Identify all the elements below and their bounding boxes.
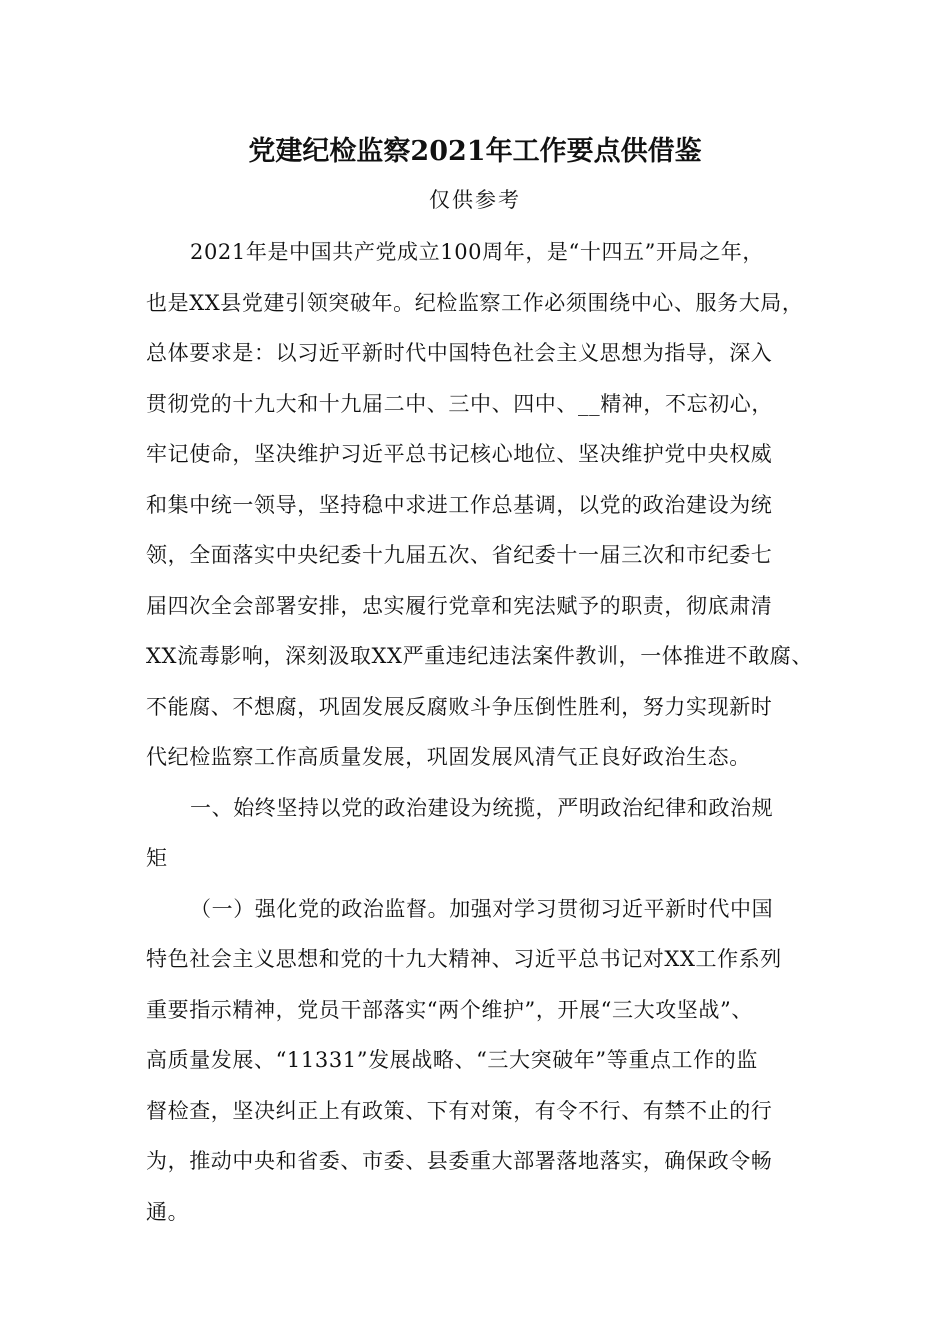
paragraph-line: XX流毒影响，深刻汲取XX严重违纪违法案件教训，一体推进不敢腐、 — [146, 644, 813, 668]
paragraph-line: （一）强化党的政治监督。加强对学习贯彻习近平新时代中国 — [190, 897, 774, 921]
paragraph-line: 领，全面落实中央纪委十九届五次、省纪委十一届三次和市纪委七 — [146, 543, 773, 567]
paragraph-line: 通。 — [146, 1200, 190, 1224]
paragraph-line: 届四次全会部署安排，忠实履行党章和宪法赋予的职责，彻底肃清 — [146, 594, 773, 618]
paragraph-line: 不能腐、不想腐，巩固发展反腐败斗争压倒性胜利，努力实现新时 — [146, 695, 773, 719]
paragraph-line: 和集中统一领导，坚持稳中求进工作总基调，以党的政治建设为统 — [146, 493, 773, 517]
section-heading-line: 矩 — [146, 846, 168, 870]
document-title: 党建纪检监察2021年工作要点供借鉴 — [248, 136, 702, 167]
paragraph-line: 总体要求是：以习近平新时代中国特色社会主义思想为指导，深入 — [146, 341, 773, 365]
paragraph-line: 为，推动中央和省委、市委、县委重大部署落地落实，确保政令畅 — [146, 1149, 773, 1173]
paragraph-line: 贯彻党的十九大和十九届二中、三中、四中、__精神，不忘初心， — [146, 392, 773, 416]
paragraph-line: 2021年是中国共产党成立100周年，是“十四五”开局之年， — [190, 240, 764, 264]
paragraph-line: 督检查，坚决纠正上有政策、下有对策，有令不行、有禁不止的行 — [146, 1099, 773, 1123]
paragraph-line: 重要指示精神，党员干部落实“两个维护”，开展“三大攻坚战”、 — [146, 998, 753, 1022]
paragraph-line: 牢记使命，坚决维护习近平总书记核心地位、坚决维护党中央权威 — [146, 442, 773, 466]
section-heading-line: 一、始终坚持以党的政治建设为统揽，严明政治纪律和政治规 — [190, 796, 774, 820]
paragraph-line: 也是XX县党建引领突破年。纪检监察工作必须围绕中心、服务大局， — [146, 291, 804, 315]
paragraph-line: 高质量发展、“11331”发展战略、“三大突破年”等重点工作的监 — [146, 1048, 758, 1072]
document-subtitle: 仅供参考 — [429, 188, 521, 212]
paragraph-line: 特色社会主义思想和党的十九大精神、习近平总书记对XX工作系列 — [146, 947, 782, 971]
paragraph-line: 代纪检监察工作高质量发展，巩固发展风清气正良好政治生态。 — [146, 745, 751, 769]
